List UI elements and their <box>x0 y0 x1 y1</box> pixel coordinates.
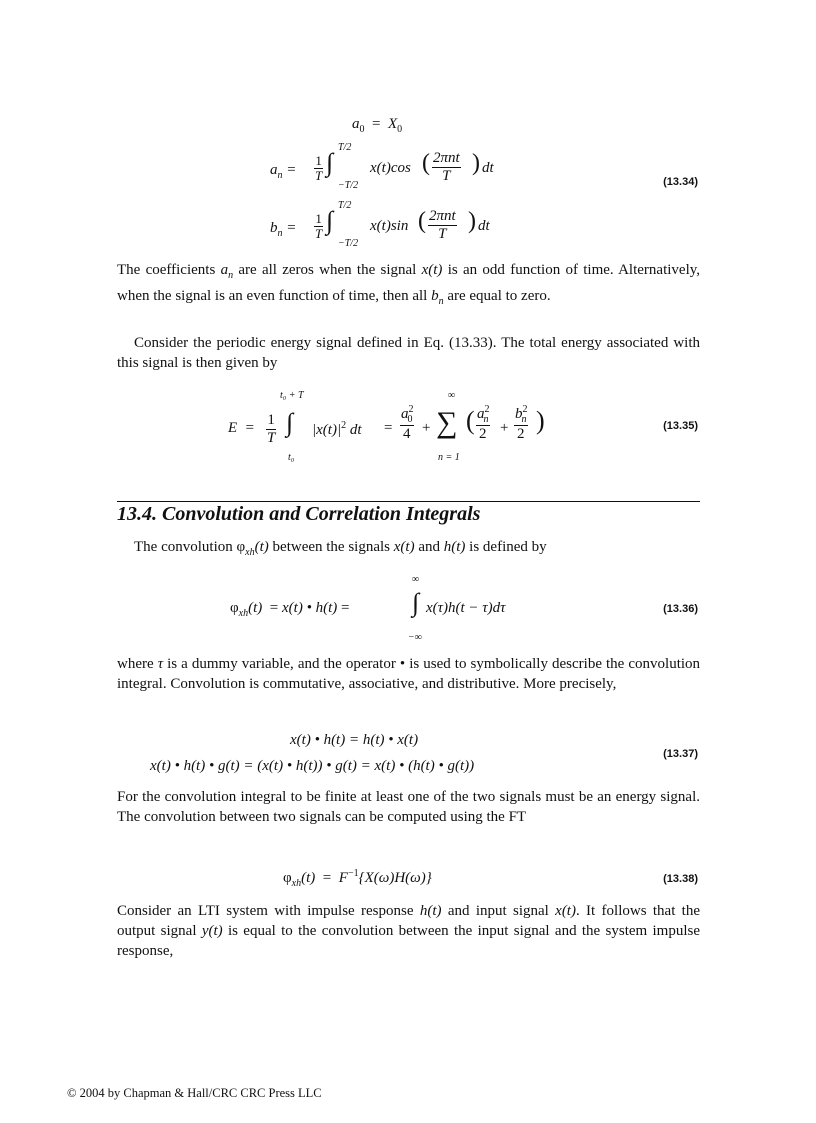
paragraph-coefficients: The coefficients $a_n$ are all zeros when the signal x(t) is an odd function of time. Alternatively, when the signal is an even function of time, then all $b_n$ are equal to zero. <box>117 262 701 307</box>
equation-energy: E = $\frac{1}{T}$ t₀ + T ∫ t₀ $|x(t)|^2$ dt = $\frac{a^2_0}{4}$ + ∞ ∑ n = 1 ( $\frac{a^2_n}{2}$ + $\frac{b^2_n}{2}$ ) <box>228 390 545 463</box>
equation-associative: x(t) • h(t) • g(t) = (x(t) • h(t)) • g(t) = x(t) • (h(t) • g(t)) <box>150 758 475 774</box>
copyright-footer: © 2004 by Chapman & Hall/CRC CRC Press LLC <box>67 1086 322 1100</box>
equation-number: (13.34) <box>663 176 698 188</box>
paragraph-convolution-intro: The convolution $\varphi_{xh}(t)$ between the signals x(t) and h(t) is defined by <box>134 539 547 558</box>
equation-commutative: x(t) • h(t) = h(t) • x(t) <box>290 732 419 748</box>
paragraph-lti-system: Consider an LTI system with impulse response h(t) and input signal x(t). It follows that the output signal y(t) is equal to the convolution between the input signal and the system impulse response, <box>117 903 701 959</box>
equation-convolution: $\varphi_{xh}(t) = x(t)$ • h(t) = ∞ ∫ −∞ x(τ)h(t − τ)dτ <box>230 574 506 643</box>
equation-a0: $a_0 = X_0$ <box>352 116 403 135</box>
equation-ft: $\varphi_{xh}(t) = F^{-1}\{X(\omega)H(\omega)\}$ <box>283 868 432 889</box>
paragraph-energy-signal: For the convolution integral to be finite at least one of the two signals must be an energy signal. The convolution between two signals can be computed using the FT <box>117 789 700 825</box>
equation-number: (13.38) <box>663 873 698 885</box>
equation-number: (13.35) <box>663 420 698 432</box>
section-title: 13.4. Convolution and Correlation Integrals <box>117 503 481 525</box>
equation-number: (13.37) <box>663 748 698 760</box>
section-divider <box>117 501 700 502</box>
equation-number: (13.36) <box>663 603 698 615</box>
paragraph-energy: Consider the periodic energy signal defined in Eq. (13.33). The total energy associated with this signal is then given by <box>117 335 700 371</box>
paragraph-dummy-variable: where τ is a dummy variable, and the operator • is used to symbolically describe the convolution integral. Convolution is commutative, associative, and distributive. More precisely, <box>117 656 701 692</box>
